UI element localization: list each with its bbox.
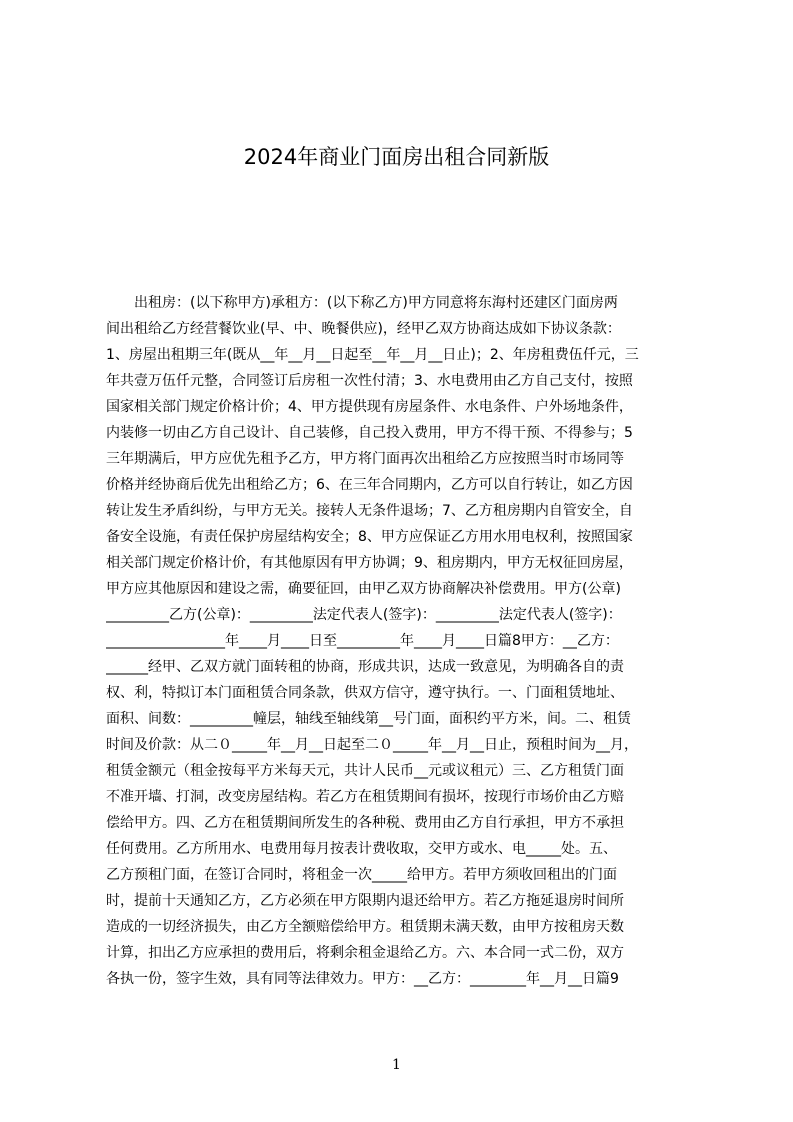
paragraph-line: 偿给甲方。四、乙方在租赁期间所发生的各种税、费用由乙方自行承担，甲方不承担 <box>106 815 624 831</box>
paragraph-line: 间出租给乙方经营餐饮业(早、中、晚餐供应)，经甲乙双方协商达成如下协议条款： <box>106 321 621 337</box>
paragraph-line: _________乙方(公章)：_________法定代表人(签字)：_________法定代表人(签字)： <box>106 607 622 623</box>
paragraph-line: 备安全设施，有责任保护房屋结构安全；8、甲方应保证乙方用水用电权利，按照国家 <box>106 529 633 545</box>
paragraph-line: _________________年____月____日至_________年____月____日篇8甲方：__乙方： <box>106 633 619 649</box>
paragraph-line: 各执一份，签字生效，具有同等法律效力。甲方：__乙方：________年__月__日篇9 <box>106 971 619 987</box>
paragraph-line: 三年期满后，甲方应优先租予乙方，甲方将门面再次出租给乙方应按照当时市场同等 <box>106 451 624 467</box>
paragraph-line: 任何费用。乙方所用水、电费用每月按表计费收取，交甲方或水、电_____处。五、 <box>106 841 617 857</box>
paragraph-line: 相关部门规定价格计价，有其他原因有甲方协调；9、租房期内，甲方无权征回房屋， <box>106 555 633 571</box>
paragraph-line: ______经甲、乙双方就门面转租的协商，形成共识，达成一致意见，为明确各自的责 <box>106 659 624 675</box>
paragraph-line: 计算，扣出乙方应承担的费用后，将剩余租金退给乙方。六、本合同一式二份，双方 <box>106 945 624 961</box>
paragraph-line: 时间及价款：从二０_____年__月__日起至二０_____年__月__日止，预租时间为__月， <box>106 737 638 753</box>
paragraph-line: 权、利，特拟订本门面租赁合同条款，供双方信守，遵守执行。一、门面租赁地址、 <box>106 685 624 701</box>
paragraph-line: 乙方预租门面，在签订合同时，将租金一次_____给甲方。若甲方须收回租出的门面 <box>106 867 617 883</box>
document-body <box>106 290 698 992</box>
paragraph-line: 不准开墙、打洞，改变房屋结构。若乙方在租赁期间有损坏，按现行市场价由乙方赔 <box>106 789 624 805</box>
paragraph-line: 价格并经协商后优先出租给乙方；6、在三年合同期内，乙方可以自行转让，如乙方因 <box>106 477 633 493</box>
paragraph-line: 1、房屋出租期三年(既从__年__月__日起至__年__月__日止)；2、年房租费伍仟元，三 <box>106 347 639 363</box>
paragraph-line: 租赁金额元（租金按每平方米每天元，共计人民币__元或议租元）三、乙方租赁门面 <box>106 763 624 779</box>
paragraph-line: 国家相关部门规定价格计价；4、甲方提供现有房屋条件、水电条件、户外场地条件， <box>106 399 633 415</box>
paragraph-line: 时，提前十天通知乙方，乙方必须在甲方限期内退还给甲方。若乙方拖延退房时间所 <box>106 893 624 909</box>
paragraph-line: 转让发生矛盾纠纷，与甲方无关。接转人无条件退场；7、乙方租房期内自管安全，自 <box>106 503 633 519</box>
paragraph-line: 出租房：(以下称甲方)承租方：(以下称乙方)甲方同意将东海村还建区门面房两 <box>106 295 618 311</box>
paragraph-line: 内装修一切由乙方自己设计、自己装修，自己投入费用，甲方不得干预、不得参与；5 <box>106 425 633 441</box>
paragraph-line: 面积、间数：_________幢层，轴线至轴线第__号门面，面积约平方米，间。二、租赁 <box>106 711 631 727</box>
page-number: 1 <box>392 1057 401 1073</box>
paragraph-line: 造成的一切经济损失，由乙方全额赔偿给甲方。租赁期未满天数，由甲方按租房天数 <box>106 919 624 935</box>
paragraph-line: 年共壹万伍仟元整，合同签订后房租一次性付清；3、水电费用由乙方自己支付，按照 <box>106 373 633 389</box>
document-title: 2024年商业门面房出租合同新版 <box>243 145 550 169</box>
paragraph-line: 甲方应其他原因和建设之需，确要征回，由甲乙双方协商解决补偿费用。甲方(公章) <box>106 581 621 597</box>
